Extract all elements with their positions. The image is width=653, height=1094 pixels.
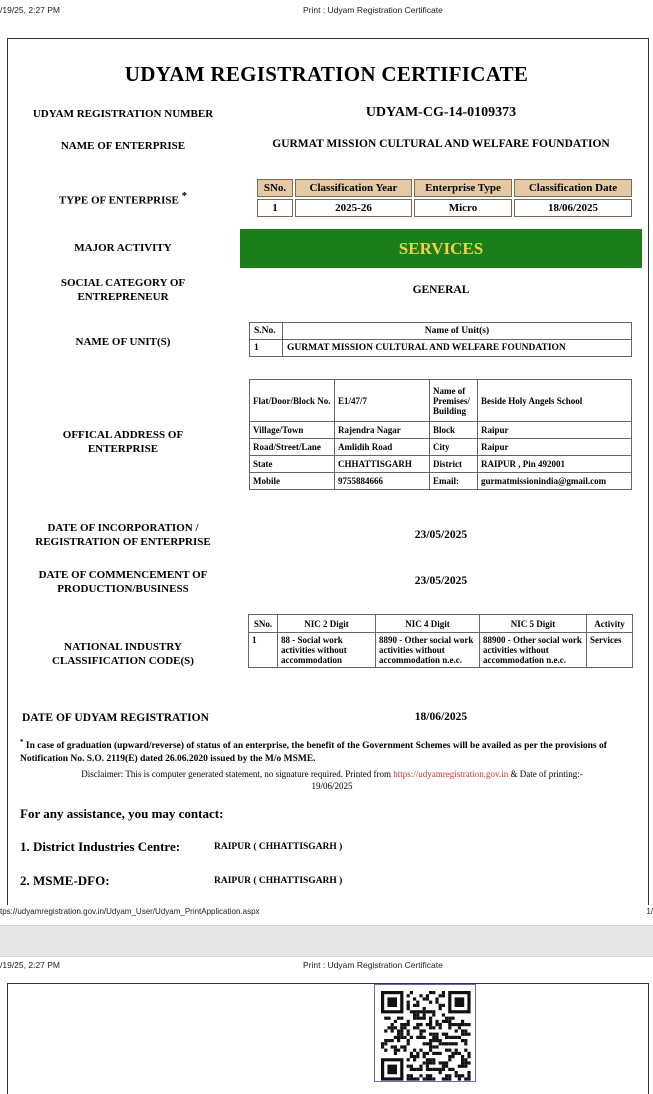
nic-col-5digit: NIC 5 Digit bbox=[480, 615, 587, 633]
address-key: City bbox=[430, 439, 478, 456]
address-key: Mobile bbox=[250, 473, 335, 490]
address-value: Amlidih Road bbox=[335, 439, 430, 456]
cell-sno: 1 bbox=[257, 199, 293, 217]
nic-cell-2digit: 88 - Social work activities without accommodation bbox=[278, 633, 376, 668]
nic-label-line1: NATIONAL INDUSTRY bbox=[64, 641, 182, 653]
classification-row bbox=[257, 199, 632, 217]
major-activity-banner: SERVICES bbox=[240, 229, 642, 268]
enterprise-type-label-text: TYPE OF ENTERPRISE bbox=[58, 194, 179, 207]
units-cell-sno: 1 bbox=[250, 340, 283, 357]
nic-col-2digit: NIC 2 Digit bbox=[278, 615, 376, 633]
footer-page-number: 1/ bbox=[646, 907, 653, 916]
incorporation-label-line2: REGISTRATION OF ENTERPRISE bbox=[35, 536, 211, 548]
disclaimer-suffix: & Date of printing:- bbox=[510, 769, 583, 779]
commencement-label-line1: DATE OF COMMENCEMENT OF bbox=[38, 569, 208, 581]
dic-contact-value: RAIPUR ( CHHATTISGARH ) bbox=[214, 842, 343, 852]
address-label bbox=[18, 428, 228, 456]
print-datetime: /19/25, 2:27 PM bbox=[0, 960, 61, 970]
incorporation-value: 23/05/2025 bbox=[414, 529, 468, 541]
address-key: Name of Premises/ Building bbox=[430, 380, 478, 422]
address-key: State bbox=[250, 456, 335, 473]
nic-row bbox=[249, 633, 633, 668]
nic-table bbox=[248, 614, 633, 668]
page-break bbox=[0, 925, 653, 957]
cell-classification-year: 2025-26 bbox=[295, 199, 412, 217]
units-col-sno: S.No. bbox=[250, 323, 283, 340]
disclaimer bbox=[24, 768, 640, 792]
commencement-label-line2: PRODUCTION/BUSINESS bbox=[57, 583, 189, 595]
printing-date: 19/06/2025 bbox=[311, 781, 353, 791]
nic-cell-activity: Services bbox=[587, 633, 633, 668]
nic-cell-4digit: 8890 - Other social work activities without accommodation n.e.c. bbox=[376, 633, 480, 668]
cell-enterprise-type: Micro bbox=[414, 199, 512, 217]
classification-header-row bbox=[257, 179, 632, 197]
col-classification-year: Classification Year bbox=[295, 179, 412, 197]
nic-cell-sno: 1 bbox=[249, 633, 278, 668]
col-sno: SNo. bbox=[257, 179, 293, 197]
address-key: Village/Town bbox=[250, 422, 335, 439]
udyam-portal-link[interactable]: https://udyamregistration.gov.in bbox=[393, 769, 509, 779]
registration-number-label: UDYAM REGISTRATION NUMBER bbox=[32, 108, 214, 120]
address-label-line1: OFFICAL ADDRESS OF bbox=[62, 429, 184, 441]
social-category-value: GENERAL bbox=[412, 284, 470, 296]
address-row bbox=[250, 422, 632, 439]
enterprise-type-label bbox=[18, 189, 228, 208]
nic-header-row bbox=[249, 615, 633, 633]
commencement-label bbox=[18, 568, 228, 596]
address-row bbox=[250, 380, 632, 422]
certificate-title: UDYAM REGISTRATION CERTIFICATE bbox=[124, 62, 529, 86]
nic-col-activity: Activity bbox=[587, 615, 633, 633]
qr-code-graphic bbox=[375, 985, 475, 1081]
registration-number-value: UDYAM-CG-14-0109373 bbox=[365, 105, 517, 120]
classification-table bbox=[255, 177, 634, 219]
footer-url: tps://udyamregistration.gov.in/Udyam_User/Udyam_PrintApplication.aspx bbox=[0, 907, 260, 916]
address-value: Rajendra Nagar bbox=[335, 422, 430, 439]
dic-contact-label: 1. District Industries Centre: bbox=[20, 839, 181, 854]
certificate-border-page2 bbox=[7, 983, 649, 1094]
msme-dfo-label: 2. MSME-DFO: bbox=[20, 873, 110, 888]
commencement-value: 23/05/2025 bbox=[414, 575, 468, 587]
address-key: Road/Street/Lane bbox=[250, 439, 335, 456]
assistance-heading: For any assistance, you may contact: bbox=[20, 806, 224, 821]
nic-col-sno: SNo. bbox=[249, 615, 278, 633]
footnote-star: * bbox=[181, 190, 188, 202]
print-title: Print : Udyam Registration Certificate bbox=[303, 5, 443, 15]
address-value: E1/47/7 bbox=[335, 380, 430, 422]
footnote bbox=[20, 736, 640, 766]
incorporation-label-line1: DATE OF INCORPORATION / bbox=[47, 522, 199, 534]
udyam-date-label: DATE OF UDYAM REGISTRATION bbox=[22, 712, 209, 724]
incorporation-label bbox=[18, 521, 228, 549]
social-category-label-line2: ENTREPRENEUR bbox=[77, 291, 169, 303]
print-title: Print : Udyam Registration Certificate bbox=[303, 960, 443, 970]
disclaimer-prefix: Disclaimer: This is computer generated statement, no signature required. Printed from bbox=[81, 769, 392, 779]
address-email: gurmatmissionindia@gmail.com bbox=[478, 473, 632, 490]
address-key: Flat/Door/Block No. bbox=[250, 380, 335, 422]
udyam-date-value: 18/06/2025 bbox=[414, 711, 468, 723]
address-row bbox=[250, 473, 632, 490]
address-label-line2: ENTERPRISE bbox=[87, 443, 159, 455]
address-table bbox=[249, 379, 632, 490]
address-key: District bbox=[430, 456, 478, 473]
social-category-label bbox=[18, 276, 228, 304]
footnote-text: In case of graduation (upward/reverse) of status of an enterprise, the benefit of the Government Schemes will be availed as per the provisions of Notification No. S.O. 2119(E) dated 26.06.2020 issued by the M/o MSME. bbox=[20, 741, 607, 765]
print-header bbox=[0, 0, 653, 22]
nic-label bbox=[18, 640, 228, 668]
nic-label-line2: CLASSIFICATION CODE(S) bbox=[52, 655, 194, 667]
units-col-name: Name of Unit(s) bbox=[283, 323, 632, 340]
units-header-row bbox=[250, 323, 632, 340]
address-row bbox=[250, 439, 632, 456]
address-value: 9755884666 bbox=[335, 473, 430, 490]
major-activity-label: MAJOR ACTIVITY bbox=[74, 242, 172, 254]
address-value: Raipur bbox=[478, 439, 632, 456]
col-enterprise-type: Enterprise Type bbox=[414, 179, 512, 197]
nic-cell-5digit: 88900 - Other social work activities without accommodation n.e.c. bbox=[480, 633, 587, 668]
enterprise-name-label: NAME OF ENTERPRISE bbox=[60, 140, 186, 152]
units-cell-name: GURMAT MISSION CULTURAL AND WELFARE FOUNDATION bbox=[283, 340, 632, 357]
units-label: NAME OF UNIT(S) bbox=[75, 336, 171, 348]
address-value: RAIPUR , Pin 492001 bbox=[478, 456, 632, 473]
footnote-star-mark: * bbox=[20, 738, 24, 746]
cell-classification-date: 18/06/2025 bbox=[514, 199, 632, 217]
qr-code bbox=[374, 984, 476, 1082]
col-classification-date: Classification Date bbox=[514, 179, 632, 197]
enterprise-name-value: GURMAT MISSION CULTURAL AND WELFARE FOUNDATION bbox=[272, 138, 610, 150]
print-header-page2 bbox=[0, 955, 653, 977]
print-datetime: /19/25, 2:27 PM bbox=[0, 5, 61, 15]
address-value: Raipur bbox=[478, 422, 632, 439]
address-key: Email: bbox=[430, 473, 478, 490]
address-row bbox=[250, 456, 632, 473]
msme-dfo-value: RAIPUR ( CHHATTISGARH ) bbox=[214, 876, 343, 886]
units-table bbox=[249, 322, 632, 357]
address-key: Block bbox=[430, 422, 478, 439]
nic-col-4digit: NIC 4 Digit bbox=[376, 615, 480, 633]
address-value: CHHATTISGARH bbox=[335, 456, 430, 473]
units-row bbox=[250, 340, 632, 357]
address-value: Beside Holy Angels School bbox=[478, 380, 632, 422]
social-category-label-line1: SOCIAL CATEGORY OF bbox=[60, 277, 186, 289]
